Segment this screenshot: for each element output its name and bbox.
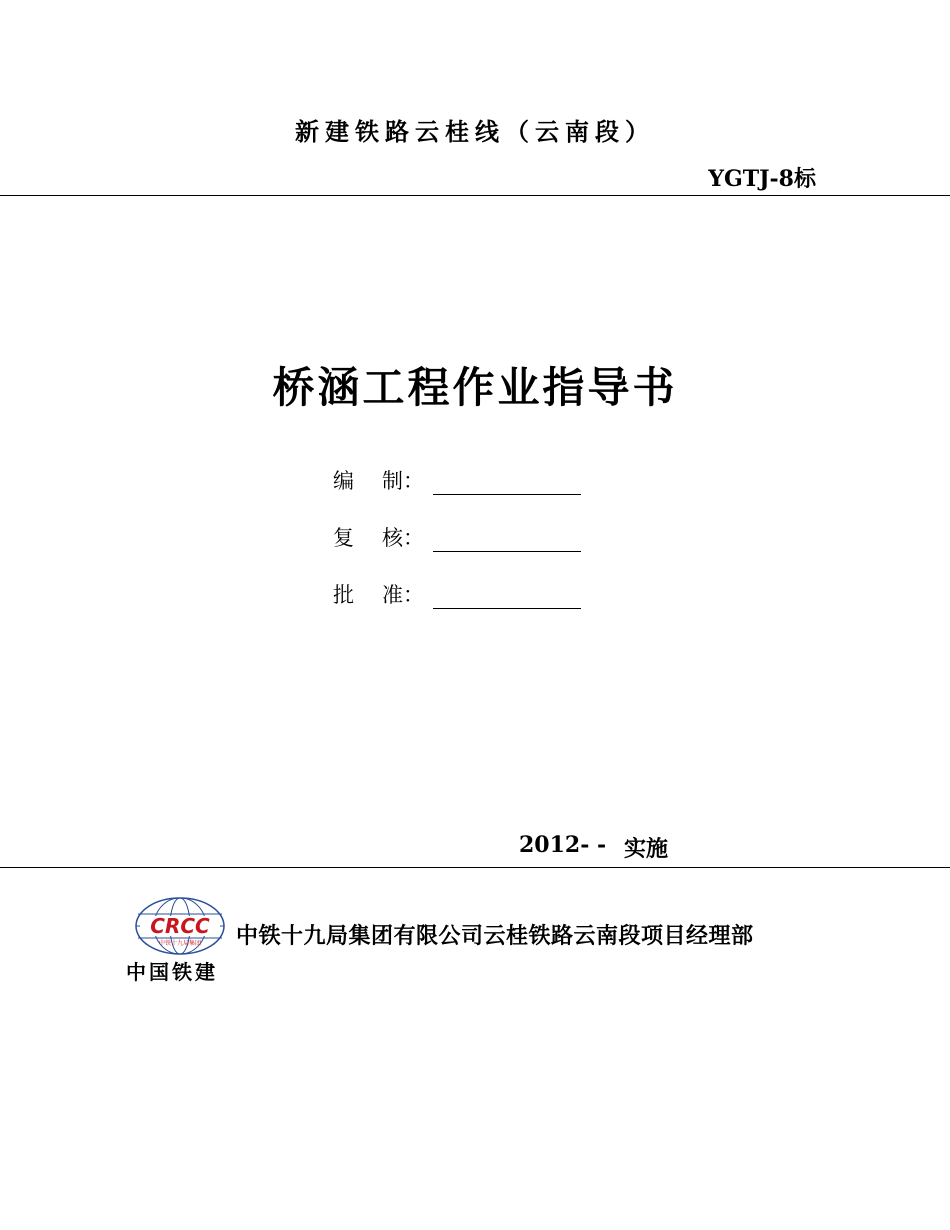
- logo-caption: 中国铁建: [126, 960, 218, 984]
- signature-row-compiled: [333, 465, 581, 495]
- signature-blank-reviewed[interactable]: [433, 527, 581, 552]
- signature-blank-compiled[interactable]: [433, 470, 581, 495]
- crcc-logo-icon: [134, 896, 226, 956]
- document-title: 桥涵工程作业指导书: [272, 363, 678, 412]
- implementation-date: 2012- -: [519, 832, 607, 858]
- section-code: YGTJ-8标: [708, 166, 816, 192]
- signature-label: 编 制：: [333, 469, 424, 493]
- svg-text:中铁十九局集团: 中铁十九局集团: [158, 940, 202, 947]
- signature-label: 批 准：: [333, 583, 424, 607]
- project-title: 新建铁路云桂线（云南段）: [295, 118, 655, 146]
- signature-blank-approved[interactable]: [433, 584, 581, 609]
- footer-divider: [0, 867, 950, 868]
- signature-row-approved: [333, 579, 581, 609]
- company-name: 中铁十九局集团有限公司云桂铁路云南段项目经理部: [236, 924, 754, 949]
- signature-row-reviewed: [333, 522, 581, 552]
- svg-text:CRCC: CRCC: [150, 914, 210, 938]
- signature-label: 复 核：: [333, 526, 424, 550]
- implementation-label: 实施: [624, 837, 669, 862]
- header-divider: [0, 195, 950, 196]
